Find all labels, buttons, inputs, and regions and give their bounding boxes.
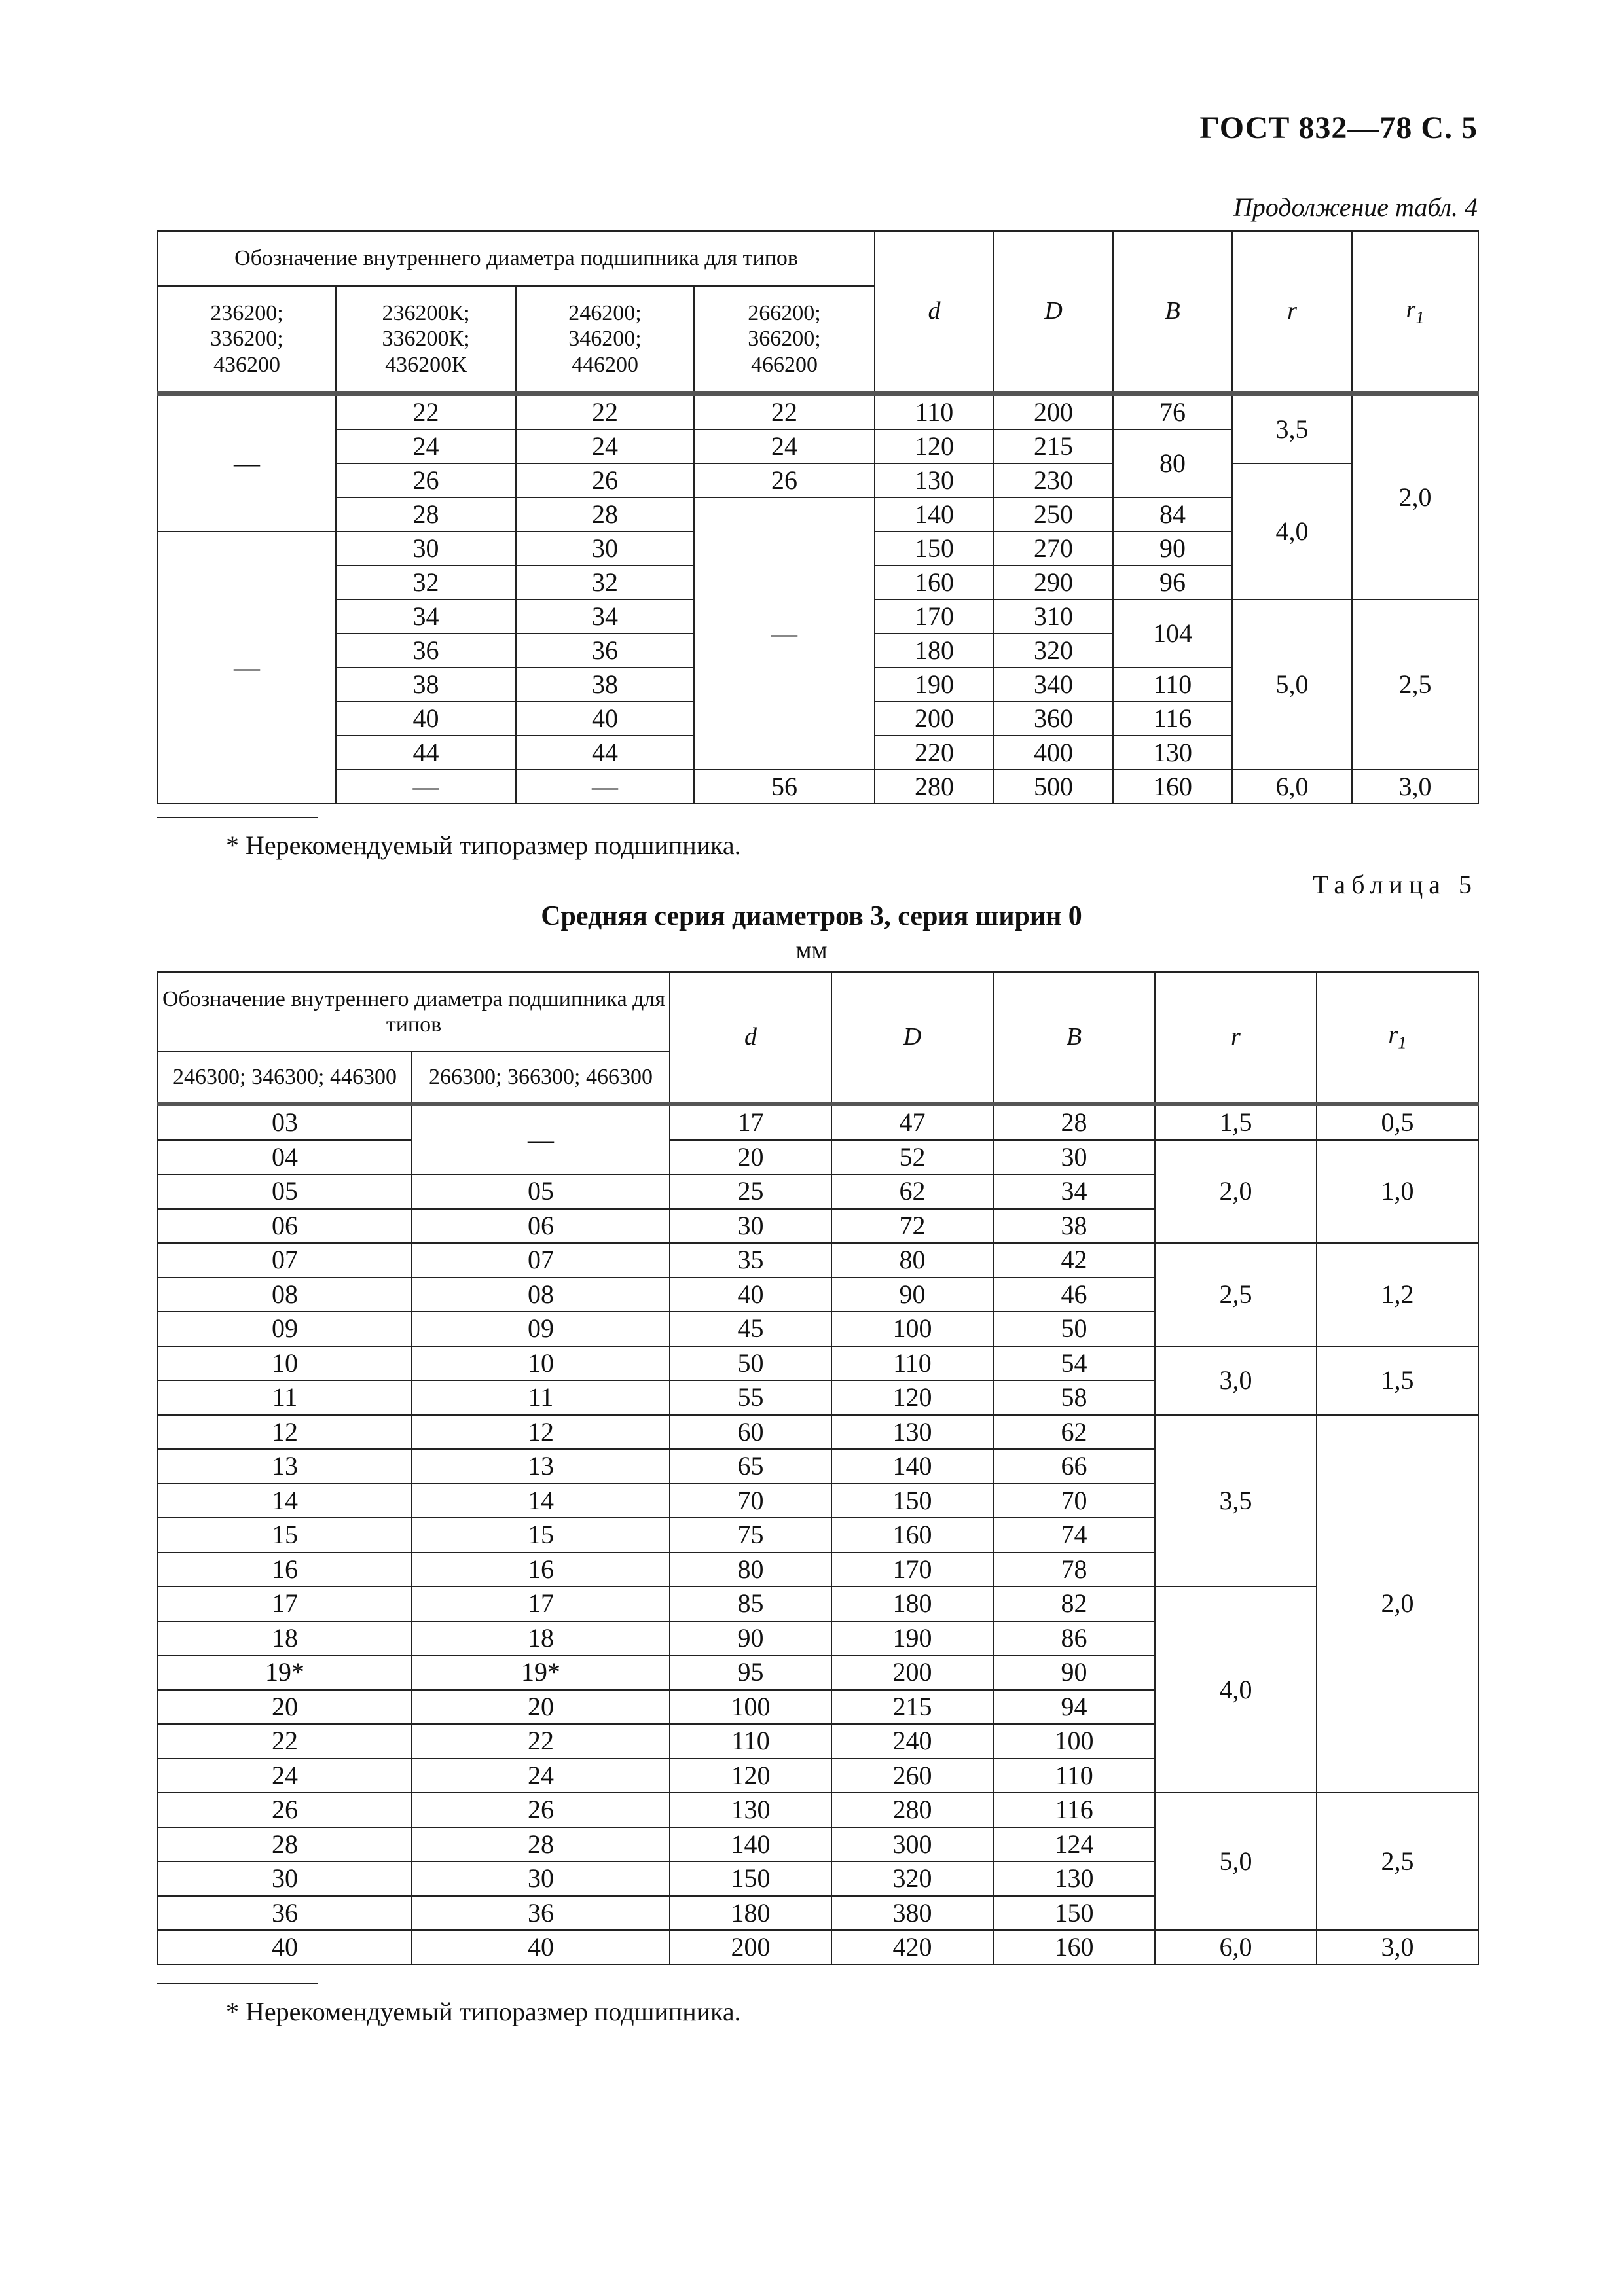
table-cell: 5,0 — [1155, 1793, 1317, 1930]
table-cell: 32 — [336, 565, 516, 600]
table-cell: 4,0 — [1155, 1587, 1317, 1793]
table-cell: 34 — [993, 1174, 1155, 1209]
table-cell: 40 — [412, 1930, 670, 1965]
table-cell: 09 — [158, 1312, 412, 1346]
table-cell: 17 — [158, 1587, 412, 1621]
table-cell: 36 — [158, 1896, 412, 1931]
table-cell: 110 — [875, 394, 994, 430]
table-cell: 20 — [412, 1690, 670, 1725]
table-cell: — — [516, 770, 694, 804]
table-cell: 140 — [831, 1449, 993, 1484]
table-cell: 12 — [158, 1415, 412, 1450]
table4-group-header: Обозначение внутреннего диаметра подшипника для типов — [158, 231, 875, 286]
table-cell: 26 — [694, 463, 875, 497]
table-cell: 30 — [670, 1209, 831, 1244]
table-cell: 26 — [336, 463, 516, 497]
table-cell: 180 — [875, 634, 994, 668]
table-cell: 3,0 — [1155, 1346, 1317, 1415]
table-cell: 240 — [831, 1724, 993, 1759]
table-cell: 180 — [831, 1587, 993, 1621]
table-cell: 215 — [831, 1690, 993, 1725]
table-cell: 160 — [1113, 770, 1232, 804]
table-cell: 05 — [412, 1174, 670, 1209]
table-cell: 10 — [412, 1346, 670, 1381]
table-cell: 180 — [670, 1896, 831, 1931]
table-cell: 110 — [831, 1346, 993, 1381]
table-cell: 130 — [993, 1861, 1155, 1896]
table5-label: Таблица 5 — [1312, 870, 1478, 899]
table-cell: 24 — [694, 429, 875, 463]
table-cell: 270 — [994, 531, 1113, 565]
table-cell: 50 — [670, 1346, 831, 1381]
table-cell: 34 — [516, 600, 694, 634]
col-header-r1: $r_1$ — [1317, 972, 1478, 1104]
table-cell: 47 — [831, 1104, 993, 1140]
table-cell: 24 — [158, 1759, 412, 1793]
table-cell: 100 — [831, 1312, 993, 1346]
table-cell: 310 — [994, 600, 1113, 634]
table-cell: 150 — [831, 1484, 993, 1518]
table-cell: 220 — [875, 736, 994, 770]
table-cell: 36 — [336, 634, 516, 668]
table-cell: 130 — [1113, 736, 1232, 770]
table-cell: 58 — [993, 1380, 1155, 1415]
table-cell: 28 — [516, 497, 694, 531]
type-header-246300: 246300; 346300; 446300 — [158, 1052, 412, 1104]
table-cell: 24 — [412, 1759, 670, 1793]
table-row — [158, 394, 1478, 430]
table-cell: 30 — [993, 1140, 1155, 1175]
table4 — [157, 230, 1479, 804]
table-cell: 380 — [831, 1896, 993, 1931]
table-cell: 55 — [670, 1380, 831, 1415]
table-cell: 12 — [412, 1415, 670, 1450]
col-header-r: r — [1155, 972, 1317, 1104]
table-row — [158, 1415, 1478, 1450]
table-cell: 60 — [670, 1415, 831, 1450]
table-cell: 18 — [412, 1621, 670, 1656]
table-cell: 26 — [516, 463, 694, 497]
table-cell: 56 — [694, 770, 875, 804]
table-cell: 150 — [993, 1896, 1155, 1931]
table-cell: 45 — [670, 1312, 831, 1346]
type-header-236200K: 236200К; 336200К; 436200К — [336, 286, 516, 394]
table-cell: 80 — [670, 1552, 831, 1587]
table-cell: 200 — [831, 1655, 993, 1690]
table-cell: 30 — [158, 1861, 412, 1896]
table-cell: 2,0 — [1352, 394, 1478, 600]
col-header-r1: $r_1$ — [1352, 231, 1478, 394]
table-cell: 1,5 — [1155, 1104, 1317, 1140]
table-cell: 130 — [875, 463, 994, 497]
table-cell: 160 — [875, 565, 994, 600]
table-cell: 11 — [412, 1380, 670, 1415]
table-cell: 1,0 — [1317, 1140, 1478, 1244]
table-cell: 124 — [993, 1827, 1155, 1862]
table-cell: 40 — [516, 702, 694, 736]
table-cell: 95 — [670, 1655, 831, 1690]
table-cell: 260 — [831, 1759, 993, 1793]
table-cell: 160 — [993, 1930, 1155, 1965]
table-cell: 44 — [516, 736, 694, 770]
table-cell: 14 — [412, 1484, 670, 1518]
table-cell: 6,0 — [1155, 1930, 1317, 1965]
table-cell: 19* — [158, 1655, 412, 1690]
table-cell: 17 — [412, 1587, 670, 1621]
table-cell: 110 — [670, 1724, 831, 1759]
table-cell: 116 — [1113, 702, 1232, 736]
table-cell: 44 — [336, 736, 516, 770]
table-cell: 36 — [412, 1896, 670, 1931]
table-row — [158, 1346, 1478, 1381]
table-cell: 2,0 — [1317, 1415, 1478, 1793]
table-row — [158, 1587, 1478, 1621]
col-header-d: d — [670, 972, 831, 1104]
table-cell: 116 — [993, 1793, 1155, 1827]
table-cell: 13 — [412, 1449, 670, 1484]
table-cell: 28 — [993, 1104, 1155, 1140]
table-cell: 28 — [336, 497, 516, 531]
table-cell: 190 — [831, 1621, 993, 1656]
table-cell: 3,5 — [1232, 394, 1352, 464]
table-cell: 22 — [412, 1724, 670, 1759]
table-cell: 230 — [994, 463, 1113, 497]
page-header: ГОСТ 832—78 С. 5 — [1199, 111, 1478, 145]
table-cell: 54 — [993, 1346, 1155, 1381]
table-cell: 86 — [993, 1621, 1155, 1656]
table-cell: — — [694, 497, 875, 770]
table-cell: 190 — [875, 668, 994, 702]
table-cell: 340 — [994, 668, 1113, 702]
table-cell: 2,5 — [1317, 1793, 1478, 1930]
table-cell: 140 — [875, 497, 994, 531]
col-header-B: B — [993, 972, 1155, 1104]
table-cell: 170 — [875, 600, 994, 634]
table-cell: 84 — [1113, 497, 1232, 531]
type-header-236200: 236200; 336200; 436200 — [158, 286, 336, 394]
table-cell: 06 — [412, 1209, 670, 1244]
table-cell: 13 — [158, 1449, 412, 1484]
table-cell: 94 — [993, 1690, 1155, 1725]
table-cell: 160 — [831, 1518, 993, 1552]
table-cell: 62 — [993, 1415, 1155, 1450]
table-cell: 07 — [158, 1243, 412, 1278]
table-cell: 17 — [670, 1104, 831, 1140]
table-cell: 20 — [670, 1140, 831, 1175]
table-cell: 03 — [158, 1104, 412, 1140]
table-cell: 290 — [994, 565, 1113, 600]
table5 — [157, 971, 1479, 1965]
table-cell: 72 — [831, 1209, 993, 1244]
table-cell: 30 — [336, 531, 516, 565]
table-cell: 38 — [336, 668, 516, 702]
table-cell: — — [336, 770, 516, 804]
table-cell: 62 — [831, 1174, 993, 1209]
table-cell: 150 — [875, 531, 994, 565]
table-cell: 80 — [1113, 429, 1232, 497]
table-cell: 70 — [670, 1484, 831, 1518]
table-cell: 1,5 — [1317, 1346, 1478, 1415]
footnote-rule — [157, 817, 318, 818]
table-cell: 170 — [831, 1552, 993, 1587]
table-cell: 120 — [831, 1380, 993, 1415]
table-cell: 5,0 — [1232, 600, 1352, 770]
table-cell: 250 — [994, 497, 1113, 531]
table-cell: 320 — [994, 634, 1113, 668]
table-cell: 42 — [993, 1243, 1155, 1278]
table-cell: 100 — [670, 1690, 831, 1725]
table-cell: 140 — [670, 1827, 831, 1862]
table-cell: 19* — [412, 1655, 670, 1690]
table-row — [158, 1140, 1478, 1175]
table-cell: 22 — [694, 394, 875, 430]
table5-title: Средняя серия диаметров 3, серия ширин 0 — [541, 901, 1082, 931]
table-cell: 24 — [516, 429, 694, 463]
table-cell: 100 — [993, 1724, 1155, 1759]
table-cell: 08 — [412, 1278, 670, 1312]
col-header-D: D — [831, 972, 993, 1104]
table-cell: 90 — [831, 1278, 993, 1312]
table-cell: 25 — [670, 1174, 831, 1209]
table-cell: 400 — [994, 736, 1113, 770]
table-cell: — — [158, 394, 336, 532]
table-cell: 82 — [993, 1587, 1155, 1621]
footnote-rule — [157, 1983, 318, 1984]
table-cell: 34 — [336, 600, 516, 634]
col-header-r: r — [1232, 231, 1352, 394]
table4-continuation-label: Продолжение табл. 4 — [1233, 192, 1478, 222]
table-cell: 65 — [670, 1449, 831, 1484]
col-header-d: d — [875, 231, 994, 394]
col-header-B: B — [1113, 231, 1232, 394]
table-cell: 300 — [831, 1827, 993, 1862]
table-cell: 38 — [993, 1209, 1155, 1244]
table-cell: 215 — [994, 429, 1113, 463]
table-cell: 200 — [875, 702, 994, 736]
table5-group-header: Обозначение внутреннего диаметра подшипника для типов — [158, 972, 670, 1052]
table-cell: 2,0 — [1155, 1140, 1317, 1244]
table-cell: 26 — [412, 1793, 670, 1827]
table-cell: 15 — [412, 1518, 670, 1552]
table-cell: 74 — [993, 1518, 1155, 1552]
table-cell: 40 — [336, 702, 516, 736]
table-cell: 24 — [336, 429, 516, 463]
footnote: * Нерекомендуемый типоразмер подшипника. — [226, 831, 741, 860]
table-cell: 50 — [993, 1312, 1155, 1346]
table-cell: 32 — [516, 565, 694, 600]
table-cell: 46 — [993, 1278, 1155, 1312]
table-cell: 3,0 — [1352, 770, 1478, 804]
table-cell: 20 — [158, 1690, 412, 1725]
table5-unit: мм — [795, 937, 828, 964]
table-cell: 66 — [993, 1449, 1155, 1484]
table-cell: 52 — [831, 1140, 993, 1175]
table-cell: 40 — [158, 1930, 412, 1965]
table-cell: 16 — [158, 1552, 412, 1587]
table-cell: 0,5 — [1317, 1104, 1478, 1140]
table-cell: 06 — [158, 1209, 412, 1244]
table-cell: 420 — [831, 1930, 993, 1965]
table-cell: 110 — [993, 1759, 1155, 1793]
table-cell: 320 — [831, 1861, 993, 1896]
table-cell: 22 — [516, 394, 694, 430]
table-cell: 36 — [516, 634, 694, 668]
table-cell: 75 — [670, 1518, 831, 1552]
table-cell: 280 — [831, 1793, 993, 1827]
table-cell: 4,0 — [1232, 463, 1352, 600]
table-cell: 40 — [670, 1278, 831, 1312]
table-cell: — — [158, 531, 336, 804]
table-cell: 90 — [1113, 531, 1232, 565]
table-cell: 2,5 — [1352, 600, 1478, 770]
table-cell: 09 — [412, 1312, 670, 1346]
table-cell: 80 — [831, 1243, 993, 1278]
type-header-266200: 266200; 366200; 466200 — [694, 286, 875, 394]
table-cell: 120 — [670, 1759, 831, 1793]
table-cell: 3,5 — [1155, 1415, 1317, 1587]
table-cell: — — [412, 1104, 670, 1175]
col-header-D: D — [994, 231, 1113, 394]
table-cell: 6,0 — [1232, 770, 1352, 804]
table-cell: 200 — [670, 1930, 831, 1965]
table-cell: 104 — [1113, 600, 1232, 668]
table-cell: 76 — [1113, 394, 1232, 430]
table-cell: 96 — [1113, 565, 1232, 600]
table-cell: 500 — [994, 770, 1113, 804]
table-cell: 14 — [158, 1484, 412, 1518]
table-cell: 85 — [670, 1587, 831, 1621]
table-cell: 05 — [158, 1174, 412, 1209]
table-cell: 280 — [875, 770, 994, 804]
table-cell: 11 — [158, 1380, 412, 1415]
table-cell: 90 — [993, 1655, 1155, 1690]
table-row — [158, 463, 1478, 497]
footnote: * Нерекомендуемый типоразмер подшипника. — [226, 1997, 741, 2026]
table-cell: 70 — [993, 1484, 1155, 1518]
table-cell: 3,0 — [1317, 1930, 1478, 1965]
table-cell: 150 — [670, 1861, 831, 1896]
table-cell: 04 — [158, 1140, 412, 1175]
table-cell: 130 — [670, 1793, 831, 1827]
table-cell: 26 — [158, 1793, 412, 1827]
table-cell: 38 — [516, 668, 694, 702]
table-cell: 22 — [336, 394, 516, 430]
table-cell: 200 — [994, 394, 1113, 430]
table-cell: 30 — [516, 531, 694, 565]
table-cell: 15 — [158, 1518, 412, 1552]
table-cell: 35 — [670, 1243, 831, 1278]
table-cell: 28 — [158, 1827, 412, 1862]
table-cell: 2,5 — [1155, 1243, 1317, 1346]
table-cell: 22 — [158, 1724, 412, 1759]
table-cell: 110 — [1113, 668, 1232, 702]
table-cell: 360 — [994, 702, 1113, 736]
table-cell: 18 — [158, 1621, 412, 1656]
table-cell: 90 — [670, 1621, 831, 1656]
table-cell: 16 — [412, 1552, 670, 1587]
table-cell: 30 — [412, 1861, 670, 1896]
table-cell: 10 — [158, 1346, 412, 1381]
table-cell: 1,2 — [1317, 1243, 1478, 1346]
type-header-246200: 246200; 346200; 446200 — [516, 286, 694, 394]
table-cell: 130 — [831, 1415, 993, 1450]
table-cell: 78 — [993, 1552, 1155, 1587]
table-row — [158, 1243, 1478, 1278]
table-cell: 07 — [412, 1243, 670, 1278]
table-row — [158, 1104, 1478, 1140]
table-row — [158, 1793, 1478, 1827]
table-cell: 08 — [158, 1278, 412, 1312]
table-row — [158, 770, 1478, 804]
table-row — [158, 1930, 1478, 1965]
table-cell: 28 — [412, 1827, 670, 1862]
type-header-266300: 266300; 366300; 466300 — [412, 1052, 670, 1104]
table-cell: 120 — [875, 429, 994, 463]
